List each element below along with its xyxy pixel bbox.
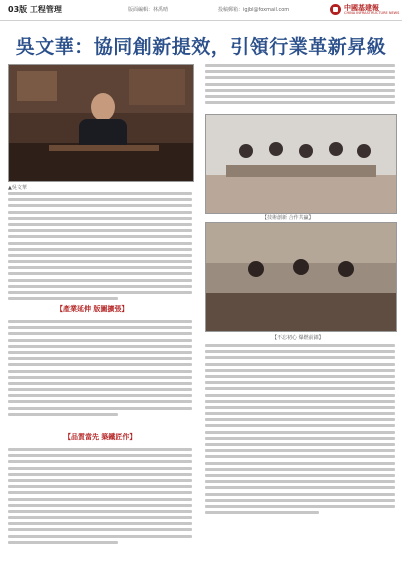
portrait-photo — [8, 64, 194, 182]
logo-mark-icon — [330, 4, 341, 15]
group-photo — [205, 222, 397, 332]
subhead-2: 【品質當先 築鐵匠作】 — [64, 432, 137, 441]
editor-credit: 版面編輯：林禹晴 — [128, 7, 169, 13]
logo-text: 中國基建報 — [344, 4, 379, 12]
page-header — [0, 0, 402, 21]
logo-subtext: CHINA INFRASTRUCTURE NEWS — [344, 11, 400, 15]
subhead-1: 【產業延伸 版圖擴張】 — [56, 304, 129, 313]
column-right-bottom — [205, 344, 395, 517]
meeting-caption: 【技術創新 合作共贏】 — [262, 215, 314, 221]
newspaper-logo — [330, 3, 400, 17]
photo-caption: ▲吳文華 — [8, 185, 27, 191]
column-left-bottom — [8, 448, 192, 547]
meeting-photo — [205, 114, 397, 214]
submission-email: 投稿郵箱：igjbl@foxmail.com — [218, 7, 290, 13]
group-caption: 【不忘初心 爆燃前錦】 — [272, 335, 324, 341]
column-left-top — [8, 192, 192, 303]
article-headline: 吳文華：協同創新提效，引領行業革新昇級 — [15, 36, 387, 58]
column-right-top — [205, 64, 395, 107]
column-left-mid — [8, 320, 192, 419]
section-label: 03版 工程管理 — [8, 5, 62, 14]
